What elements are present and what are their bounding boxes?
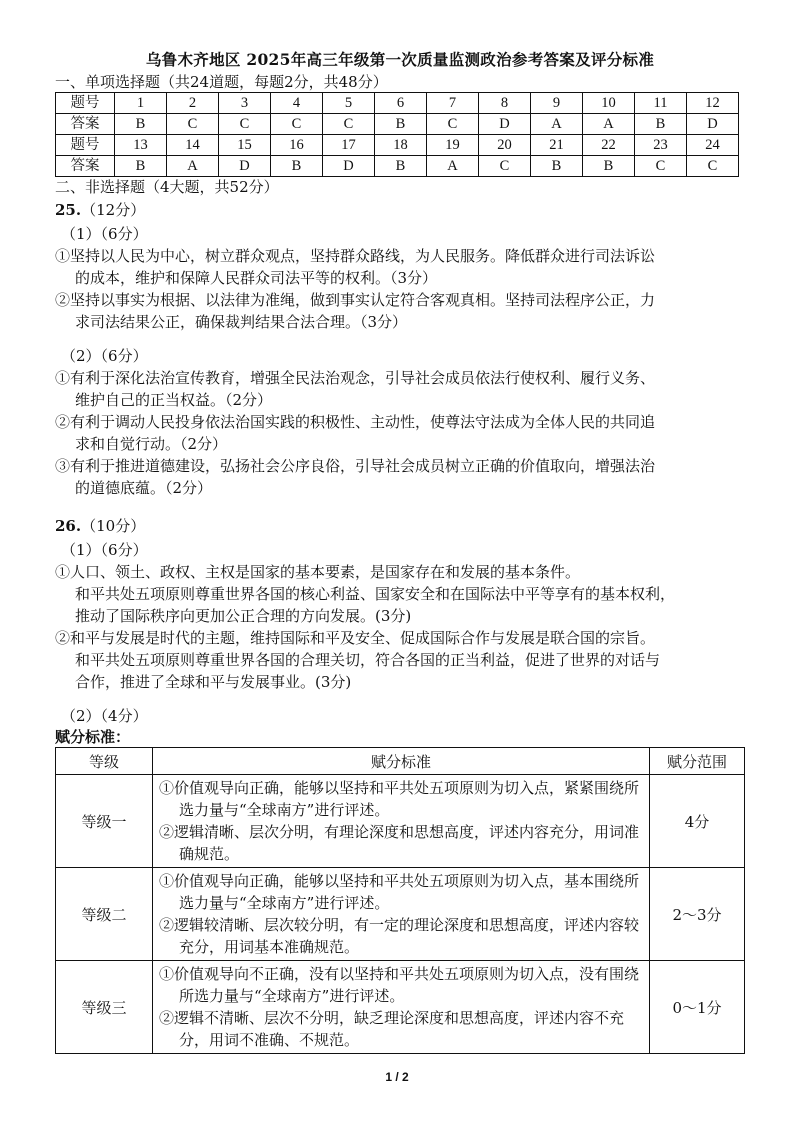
answer-cell: B: [375, 156, 427, 177]
row-label-answer: 答案: [56, 156, 115, 177]
answer-cell: C: [323, 114, 375, 135]
question-number: 2: [167, 93, 219, 114]
q25-part1-point: ②坚持以事实为根据、以法律为准绳，做到事实认定符合客观真相。坚持司法程序公正，力 求司法结果公正，确保裁判结果合法合理。（3分）: [55, 291, 656, 331]
question-number: 15: [219, 135, 271, 156]
q26-part2-label: （2）（4分）: [61, 707, 148, 725]
table-row: [56, 961, 745, 1054]
table-row: [56, 93, 739, 114]
answer-cell: A: [427, 156, 479, 177]
question-number: 7: [427, 93, 479, 114]
criteria-item: ①价值观导向正确，能够以坚持和平共处五项原则为切入点，紧紧围绕所选力量与“全球南方”进行评述。: [159, 779, 640, 819]
grading-title: 赋分标准：: [55, 728, 131, 746]
question-number: 12: [687, 93, 739, 114]
question-number: 3: [219, 93, 271, 114]
answer-cell: C: [427, 114, 479, 135]
header-level: 等级: [56, 748, 153, 775]
grade-criteria: [153, 775, 650, 868]
row-label-question: 题号: [56, 135, 115, 156]
answer-cell: B: [635, 114, 687, 135]
answer-cell: C: [219, 114, 271, 135]
answer-cell: D: [479, 114, 531, 135]
answer-cell: D: [687, 114, 739, 135]
question-number: 24: [687, 135, 739, 156]
q26-score: （10分）: [81, 517, 146, 535]
answer-cell: C: [479, 156, 531, 177]
grade-range: 2～3分: [650, 868, 745, 961]
question-number: 21: [531, 135, 583, 156]
document-title: 乌鲁木齐地区 2025年高三年级第一次质量监测政治参考答案及评分标准: [145, 50, 655, 69]
grade-criteria: [153, 961, 650, 1054]
question-number: 11: [635, 93, 687, 114]
section2-heading: 二、非选择题（4大题，共52分）: [55, 178, 279, 196]
grade-range: 4分: [650, 775, 745, 868]
question-number: 20: [479, 135, 531, 156]
question-number: 16: [271, 135, 323, 156]
header-range: 赋分范围: [650, 748, 745, 775]
row-label-answer: 答案: [56, 114, 115, 135]
q25-part1-label: （1）（6分）: [61, 225, 148, 243]
q26-part1-line: 和平共处五项原则尊重世界各国的合理关切，符合各国的正当利益，促进了世界的对话与: [75, 651, 661, 669]
q26-heading: [55, 515, 745, 537]
q26-part1-line: 推动了国际秩序向更加公正合理的方向发展。(3分): [75, 607, 412, 625]
table-header-row: [56, 748, 745, 775]
question-number: 4: [271, 93, 323, 114]
answer-cell: D: [219, 156, 271, 177]
question-number: 18: [375, 135, 427, 156]
grade-range: 0～1分: [650, 961, 745, 1054]
criteria-item: ①价值观导向正确，能够以坚持和平共处五项原则为切入点，基本围绕所选力量与“全球南方”进行评述。: [159, 872, 640, 912]
question-number: 13: [115, 135, 167, 156]
table-row: [56, 135, 739, 156]
answer-cell: B: [271, 156, 323, 177]
page-number: 1 / 2: [385, 1070, 409, 1084]
q26-part1-line: ①人口、领土、政权、主权是国家的基本要素，是国家存在和发展的基本条件。: [55, 563, 581, 581]
answer-sheet-page: [55, 42, 745, 1054]
answer-cell: B: [531, 156, 583, 177]
criteria-item: ①价值观导向不正确，没有以坚持和平共处五项原则为切入点，没有围绕所选力量与“全球南方”进行评述。: [159, 965, 640, 1005]
question-number: 1: [115, 93, 167, 114]
q26-part1-line: 合作，推进了全球和平与发展事业。(3分): [75, 673, 352, 691]
choice-answer-table: [55, 92, 739, 177]
criteria-item: ②逻辑不清晰、层次不分明，缺乏理论深度和思想高度，评述内容不充分，用词不准确、不规范。: [159, 1009, 625, 1049]
row-label-question: 题号: [56, 93, 115, 114]
table-row: [56, 156, 739, 177]
table-row: [56, 775, 745, 868]
answer-cell: B: [115, 114, 167, 135]
question-number: 14: [167, 135, 219, 156]
grade-level: 等级一: [56, 775, 153, 868]
grade-level: 等级三: [56, 961, 153, 1054]
q25-heading: [55, 199, 745, 221]
criteria-item: ②逻辑清晰、层次分明，有理论深度和思想高度，评述内容充分，用词准确规范。: [159, 823, 640, 863]
grade-criteria: [153, 868, 650, 961]
answer-cell: C: [167, 114, 219, 135]
answer-cell: A: [167, 156, 219, 177]
answer-cell: C: [635, 156, 687, 177]
answer-cell: C: [271, 114, 323, 135]
question-number: 10: [583, 93, 635, 114]
criteria-item: ②逻辑较清晰、层次较分明，有一定的理论深度和思想高度，评述内容较充分，用词基本准确规范。: [159, 916, 640, 956]
answer-cell: B: [115, 156, 167, 177]
question-number: 5: [323, 93, 375, 114]
question-number: 8: [479, 93, 531, 114]
answer-cell: D: [323, 156, 375, 177]
q26-part1-line: ②和平与发展是时代的主题，维持国际和平及安全、促成国际合作与发展是联合国的宗旨。: [55, 629, 656, 647]
table-row: [56, 868, 745, 961]
answer-cell: A: [583, 114, 635, 135]
section1-heading: 一、单项选择题（共24道题，每题2分，共48分）: [55, 73, 388, 91]
grading-table: [55, 747, 745, 1054]
question-number: 17: [323, 135, 375, 156]
q25-score: （12分）: [81, 201, 146, 219]
q25-part1-point: ①坚持以人民为中心，树立群众观点，坚持群众路线，为人民服务。降低群众进行司法诉讼 的成本，维护和保障人民群众司法平等的权利。（3分）: [55, 247, 656, 287]
answer-cell: A: [531, 114, 583, 135]
q26-part1-line: 和平共处五项原则尊重世界各国的核心利益、国家安全和在国际法中平等享有的基本权利，: [75, 585, 676, 603]
q25-part2-point: ①有利于深化法治宣传教育，增强全民法治观念，引导社会成员依法行使权利、履行义务、 维护自己的正当权益。（2分）: [55, 369, 656, 409]
question-number: 19: [427, 135, 479, 156]
question-number: 22: [583, 135, 635, 156]
grade-level: 等级二: [56, 868, 153, 961]
question-number: 6: [375, 93, 427, 114]
q25-part2-point: ③有利于推进道德建设，弘扬社会公序良俗，引导社会成员树立正确的价值取向，增强法治 的道德底蕴。（2分）: [55, 457, 656, 497]
answer-cell: C: [687, 156, 739, 177]
q25-part2-point: ②有利于调动人民投身依法治国实践的积极性、主动性，使尊法守法成为全体人民的共同追 求和自觉行动。（2分）: [55, 413, 656, 453]
question-number: 9: [531, 93, 583, 114]
header-standard: 赋分标准: [153, 748, 650, 775]
answer-cell: B: [583, 156, 635, 177]
question-number: 23: [635, 135, 687, 156]
table-row: [56, 114, 739, 135]
q25-part2-label: （2）（6分）: [61, 347, 148, 365]
q25-number: 25.: [55, 201, 82, 219]
answer-cell: B: [375, 114, 427, 135]
q26-number: 26.: [55, 517, 82, 535]
q26-part1-label: （1）（6分）: [61, 541, 148, 559]
